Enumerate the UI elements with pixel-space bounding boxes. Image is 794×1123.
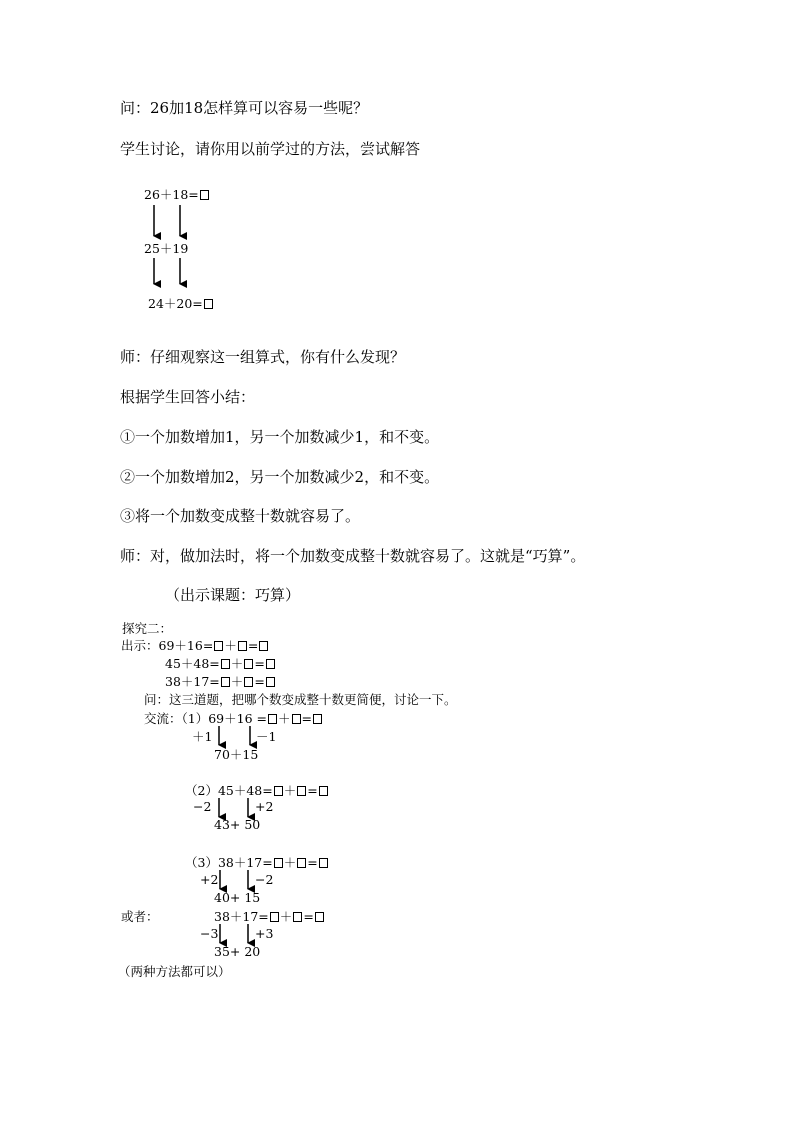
show-eq-2: 45＋48= ＋ = [165,654,276,672]
diagram-1-line-2: 25＋19 [144,241,189,256]
case-1-right-adjust: －1 [256,729,277,744]
observation-question: 师：仔细观察这一组算式，你有什么发现？ [120,348,406,366]
case-3-result: 40+ 15 [214,890,261,905]
case-1-left-adjust: ＋1 [192,729,213,744]
case-4-result: 35+ 20 [214,944,261,959]
methods-note: （两种方法都可以） [118,964,231,979]
rule-1: ①一个加数增加1，另一个加数减少1，和不变。 [120,428,440,446]
case-4-expression: 38＋17= ＋ = [214,907,325,925]
explore-question: 问：这三道题，把哪个数变成整十数更简便，讨论一下。 [144,692,457,707]
case-3-right-adjust: −2 [255,872,274,887]
case-2-right-adjust: +2 [255,799,274,814]
topic-heading: （出示课题：巧算） [165,586,301,604]
show-eq-3: 38＋17= ＋ = [165,672,276,690]
case-2-result: 43+ 50 [214,817,261,832]
alt-label: 或者： [121,909,159,924]
summary-intro: 根据学生回答小结： [120,388,256,406]
case-2-expression: （2）45＋48= ＋ = [185,781,329,799]
case-2-left-adjust: −2 [193,799,212,814]
case-1-result: 70＋15 [214,747,259,762]
discussion-prompt: 学生讨论，请你用以前学过的方法，尝试解答 [120,140,421,158]
teacher-conclusion: 师：对，做加法时，将一个加数变成整十数就容易了。这就是“巧算”。 [120,547,586,565]
case-3-expression: （3）38＋17= ＋ = [185,853,329,871]
case-1-expression: 交流：（1）69＋16 = ＋ = [144,709,323,727]
explore-title: 探究二： [122,621,173,636]
diagram-1-line-1: 26＋18= [144,185,210,203]
question-1: 问：26加18怎样算可以容易一些呢？ [120,99,369,117]
case-4-right-adjust: +3 [255,926,274,941]
case-3-left-adjust: +2 [200,872,219,887]
rule-3: ③将一个加数变成整十数就容易了。 [120,507,361,525]
case-4-left-adjust: −3 [200,926,219,941]
diagram-1-line-3: 24＋20= [148,294,214,312]
show-eq-1: 出示：69＋16= ＋ = [121,636,269,654]
rule-2: ②一个加数增加2，另一个加数减少2，和不变。 [120,468,440,486]
